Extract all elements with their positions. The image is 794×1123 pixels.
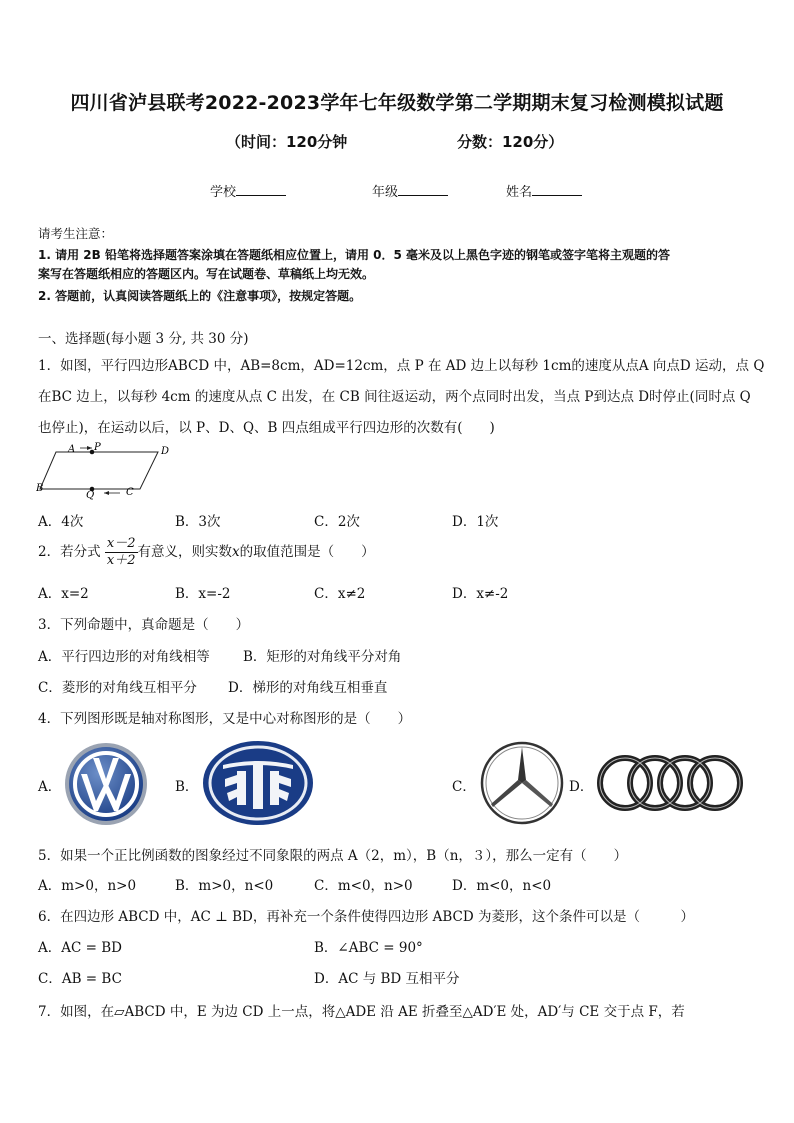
q5-stem: 5．如果一个正比例函数的图象经过不同象限的两点 A（2，m），B（n，３），那么一定有（ ） xyxy=(38,848,628,864)
q2-post2: 的取值范围是（ ） xyxy=(239,544,375,560)
q2-option-c[interactable]: C．x≠2 xyxy=(314,586,366,602)
q6-option-a[interactable]: A．AC = BD xyxy=(38,940,122,956)
fig-label-b: B xyxy=(36,483,44,494)
exam-score: 分数：120分） xyxy=(457,133,564,151)
q2-denominator: x＋2 xyxy=(106,553,136,568)
q4-option-c[interactable]: C． xyxy=(452,779,476,795)
mercedes-logo-icon xyxy=(479,740,565,826)
fig-label-q: Q xyxy=(86,490,95,500)
notice-line-2: 2. 答题前，认真阅读答题纸上的《注意事项》，按规定答题。 xyxy=(38,289,362,303)
q1-option-a[interactable]: A．4次 xyxy=(38,514,84,530)
q6-option-d[interactable]: D．AC 与 BD 互相平分 xyxy=(314,971,460,987)
notice-heading: 请考生注意： xyxy=(38,226,114,241)
fig-label-p: P xyxy=(94,442,101,453)
fig-label-d: D xyxy=(161,446,170,457)
q1-option-d[interactable]: D．1次 xyxy=(452,514,499,530)
grade-label: 年级 xyxy=(372,185,399,200)
fig-label-c: C xyxy=(126,487,134,498)
name-field xyxy=(506,181,582,200)
q4-stem: 4．下列图形既是轴对称图形，又是中心对称图形的是（ ） xyxy=(38,711,412,727)
q1-line-1: 1．如图，平行四边形ABCD 中，AB=8cm，AD=12cm，点 P 在 AD 边上以每秒 1cm的速度从点A 向点D 运动，点 Q xyxy=(38,358,765,374)
q2-var: x xyxy=(232,544,240,560)
q1-line-3: 也停止)，在运动以后，以 P、D、Q、B 四点组成平行四边形的次数有( ) xyxy=(38,420,495,436)
exam-time: （时间：120分钟 xyxy=(226,133,348,151)
parallelogram-figure xyxy=(36,440,176,500)
q2-fraction xyxy=(105,536,138,569)
q6-option-b[interactable]: B．∠ABC = 90° xyxy=(314,940,423,956)
volkswagen-logo-icon xyxy=(63,741,149,827)
grade-field xyxy=(372,181,448,200)
notice-line-1a: 1. 请用 2B 铅笔将选择题答案涂填在答题纸相应位置上，请用 0．5 毫米及以上黑色字迹的钢笔或签字笔将主观题的答 xyxy=(38,248,670,262)
q2-numerator: x－2 xyxy=(106,536,136,551)
q2-option-a[interactable]: A．x=2 xyxy=(38,586,89,602)
fig-label-a: A xyxy=(68,444,76,455)
school-label: 学校 xyxy=(210,185,237,200)
q7-stem: 7．如图，在▱ABCD 中，E 为边 CD 上一点，将△ADE 沿 AE 折叠至△AD′E 处，AD′与 CE 交于点 F，若 xyxy=(38,1004,685,1020)
q5-option-b[interactable]: B．m>0，n<0 xyxy=(175,878,274,894)
q3-option-c[interactable]: C．菱形的对角线互相平分 xyxy=(38,680,197,696)
notice-line-1b: 案写在答题纸相应的答题区内。写在试题卷、草稿纸上均无效。 xyxy=(38,267,375,281)
q4-option-b[interactable]: B． xyxy=(175,779,199,795)
audi-logo-icon xyxy=(594,752,746,814)
exam-title: 四川省泸县联考2022-2023学年七年级数学第二学期期末复习检测模拟试题 xyxy=(70,92,724,114)
school-field xyxy=(210,181,286,200)
q2-option-b[interactable]: B．x=-2 xyxy=(175,586,231,602)
q6-option-c[interactable]: C．AB = BC xyxy=(38,971,122,987)
q3-option-a[interactable]: A．平行四边形的对角线相等 xyxy=(38,649,210,665)
q2-post: 有意义，则实数 xyxy=(137,544,232,560)
q1-line-2: 在BC 边上，以每秒 4cm 的速度从点 C 出发，在 CB 间往返运动，两个点同时出发，当点 P到达点 D时停止(同时点 Q xyxy=(38,389,751,405)
q1-option-c[interactable]: C．2次 xyxy=(314,514,360,530)
q5-option-a[interactable]: A．m>0，n>0 xyxy=(38,878,137,894)
q3-option-b[interactable]: B．矩形的对角线平分对角 xyxy=(243,649,402,665)
q5-option-c[interactable]: C．m<0，n>0 xyxy=(314,878,413,894)
q2-option-d[interactable]: D．x≠-2 xyxy=(452,586,509,602)
name-label: 姓名 xyxy=(506,185,533,200)
school-blank[interactable] xyxy=(236,183,286,196)
q4-option-a[interactable]: A． xyxy=(38,779,62,795)
grade-blank[interactable] xyxy=(398,183,448,196)
q2-pre: 2．若分式 xyxy=(38,544,101,560)
faw-logo-icon xyxy=(201,739,315,827)
name-blank[interactable] xyxy=(532,183,582,196)
q6-stem: 6．在四边形 ABCD 中，AC ⊥ BD，再补充一个条件使得四边形 ABCD 为菱形，这个条件可以是（ ） xyxy=(38,909,695,925)
q1-option-b[interactable]: B．3次 xyxy=(175,514,221,530)
q3-stem: 3．下列命题中，真命题是（ ） xyxy=(38,617,250,633)
q2-stem xyxy=(38,536,375,569)
q3-option-d[interactable]: D．梯形的对角线互相垂直 xyxy=(228,680,388,696)
q4-option-d[interactable]: D． xyxy=(569,779,594,795)
q5-option-d[interactable]: D．m<0，n<0 xyxy=(452,878,552,894)
section-heading: 一、选择题(每小题 3 分, 共 30 分) xyxy=(38,331,249,347)
